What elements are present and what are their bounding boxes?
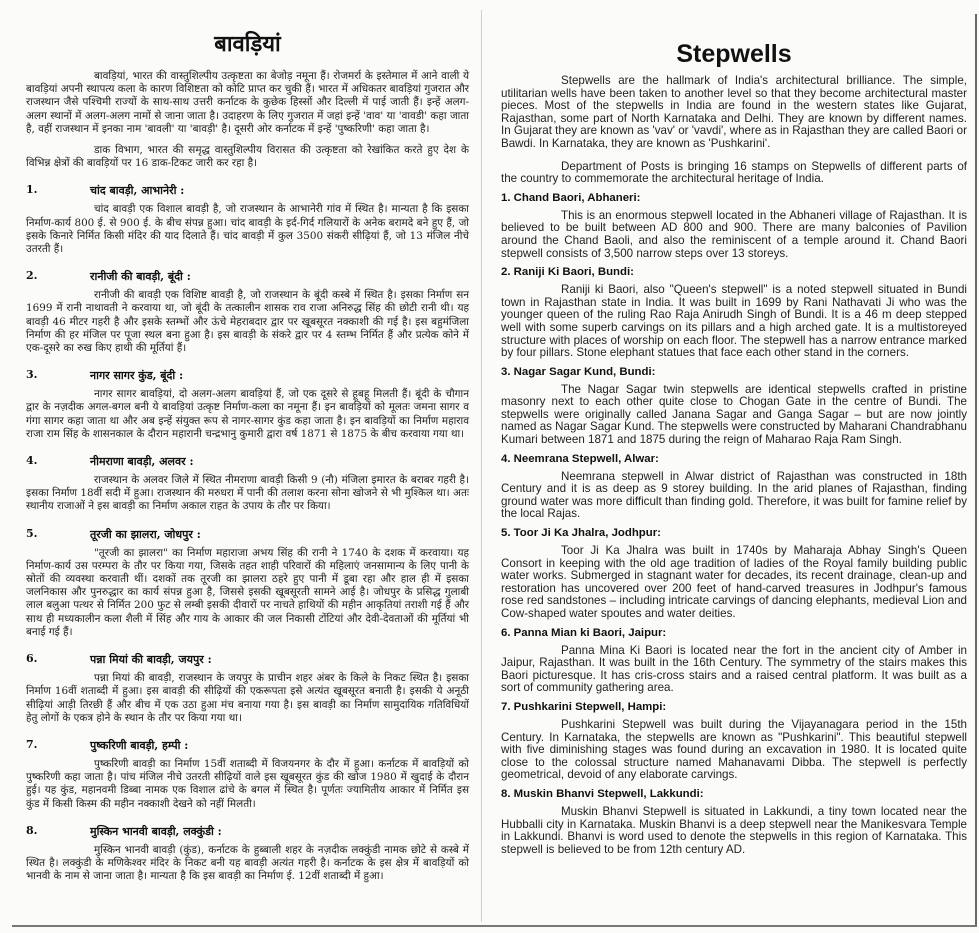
hindi-page [8, 10, 482, 922]
hindi-title: बावड़ियां [214, 31, 281, 57]
hindi-section-number: 6. [26, 652, 38, 666]
english-section-text: The Nagar Sagar twin stepwells are identical stepwells crafted in pristine masonry next to each other quite close to Chogan Gate in the centre of Bundi. The stepwells were originally called Janana Sagar and Ganga Sagar – but are now jointly named as Nagar Sagar Kund. The stepwells were constructed by Maharani Chandrabhanu Kumari between 1871 and 1875 during the reign of Maharao Raja Ram Singh. [501, 382, 967, 447]
english-intro-paragraph: Stepwells are the hallmark of India's architectural brilliance. The simple, utilitarian wells have been taken to another level so that they become architectural master pieces. Most of the stepwells in India are found in the western states like Gujarat, Rajasthan, some part of North Karnataka and Delhi. They are known by different names. In Gujarat they are known as 'vav' or 'vavdi', where as in Rajasthan they are called Baori or Bawdi. In Karnataka, they are known as 'Pushkarini'. [501, 74, 967, 150]
english-section-text: Raniji ki Baori, also "Queen's stepwell" is a noted stepwell situated in Bundi town in Rajasthan state in India. It was built in 1699 by Rani Nathavati Ji who was the younger queen of the ruling Rao Raja Anirudh Singh of Bundi. It is a 46 m deep stepped well with some superb carvings on its pillars and a high arched gate. It is a multistoreyed structure with places of worship on each floor. The stepwell has a narrow entrance marked by four pillars. Stone elephant statues that face each other stand in the corners. [501, 283, 967, 360]
english-section-heading: 7. Pushkarini Stepwell, Hampi: [501, 700, 667, 713]
english-section-text: Neemrana stepwell in Alwar district of Rajasthan was constructed in 18th Century and it is as deep as 9 storey building. In the arid planes of Rajasthan, finding ground water was more difficult than finding gold. Therefore, it was built for famine relief by the local Rajas. [501, 469, 967, 521]
hindi-section-text: मुस्किन भानवी बावड़ी (कुंड), कर्नाटक के हुब्बाली शहर के नज़दीक लक्कुंडी नामक छोटे से कस्बे में स्थित है। लक्कुंडी के मणिकेश्वर मंदिर के निकट बनी यह बावड़ी अत्यंत गहरी है। कर्नाटक के इस क्षेत्र में बावड़ियों को भानवी के नाम से जाना जाता है। मान्यता है कि इस बावड़ी का निर्माण ई. 12वीं शताब्दी में हुआ। [26, 843, 469, 883]
english-section-heading: 5. Toor Ji Ka Jhalra, Jodhpur: [501, 527, 661, 540]
hindi-section-number: 2. [26, 269, 38, 283]
hindi-section-number: 8. [26, 823, 38, 837]
english-section-heading: 4. Neemrana Stepwell, Alwar: [501, 452, 659, 465]
english-section-heading: 3. Nagar Sagar Kund, Bundi: [501, 365, 656, 378]
hindi-section-title: तूरजी का झालरा, जोधपुर : [90, 527, 201, 541]
english-section-heading: 2. Raniji Ki Baori, Bundi: [501, 266, 634, 279]
page-edge-bottom [12, 925, 977, 927]
english-section-text: Muskin Bhanvi Stepwell is situated in Lakkundi, a tiny town located near the Hubballi city in Karnataka. Muskin Bhanvi is a deep stepwell near the Manikesvara Temple in Lakkundi. Bhanvi is word used to denote the stepwells in this region of Karnataka. This stepwell is believed to be from 12th century AD. [501, 804, 967, 856]
hindi-section-text: पुष्करिणी बावड़ी का निर्माण 15वीं शताब्दी में विजयनगर के दौर में हुआ। कर्नाटक में बावड़ियों को पुष्करिणी कहा जाता है। पांच मंजिल नीचे उतरती सीढ़ियों वाले इस खूबसूरत कुंड की खोज 1980 में खुदाई के दौरान हुई। यह कुंड, महानवमी डिब्बा नामक एक विशाल ढांचे के बगल में स्थित है। पूर्णतः ज्यामितीय आकार में निर्मित इस कुंड में किसी किस्म की महीन नक्काशी देखने को नहीं मिलती। [26, 757, 469, 810]
hindi-section-text: पन्ना मियां की बावड़ी, राजस्थान के जयपुर के प्राचीन शहर अंबर के किले के निकट स्थित है। इसका निर्माण 16वीं शताब्दी में हुआ। इस बावड़ी की सीढ़ियों की एकरूपता इसे अत्यंत खूबसूरत बनाती है। इसकी ये अनूठी सीढ़ियां आड़ी तिरछी हैं और बीच में एक उठा हुआ मंच बनाया गया है। इस बावड़ी का निर्माण सामुदायिक गतिविधियों हेतु लोगों के एकत्र होने के स्थान के तौर पर किया गया था। [26, 672, 469, 724]
hindi-section-title: पन्ना मियां की बावड़ी, जयपुर : [90, 653, 212, 667]
hindi-section-heading [26, 527, 469, 542]
page-edge-right [975, 14, 977, 926]
english-section-heading: 8. Muskin Bhanvi Stepwell, Lakkundi: [501, 787, 704, 800]
hindi-section-heading [26, 183, 469, 198]
hindi-section-title: नीमराणा बावड़ी, अलवर : [90, 455, 194, 469]
hindi-section-heading [26, 368, 469, 383]
english-intro-paragraph-2: Department of Posts is bringing 16 stamps on Stepwells of different parts of the country to commemorate the architectural heritage of India. [501, 159, 967, 186]
hindi-section-title: पुष्करिणी बावड़ी, हम्पी : [90, 738, 189, 752]
english-section-text: Pushkarini Stepwell was built during the Vijayanagara period in the 15th Century. In Karnataka, the stepwells are known as "Pushkarini". This beautiful stepwell with five diminishing stages was found during an excavation in 1980. It is located quite close to the colossal structure named Mahanavami Dibba. The stepwell is perfectly geometrical, devoid of any elaborate carvings. [501, 717, 967, 782]
english-sections [501, 192, 967, 857]
hindi-section-title: मुस्किन भानवी बावड़ी, लक्कुंडी : [90, 824, 222, 838]
hindi-sections [26, 183, 469, 883]
english-section-heading: 6. Panna Mian ki Baori, Jaipur: [501, 626, 667, 639]
hindi-section-number: 1. [26, 183, 38, 197]
hindi-section-number: 3. [26, 368, 38, 382]
hindi-section-number: 5. [26, 526, 38, 540]
hindi-section-number: 4. [26, 454, 38, 468]
hindi-section-title: नागर सागर कुंड, बूंदी : [90, 369, 184, 383]
hindi-section-heading [26, 738, 469, 753]
hindi-section-text: "तूरजी का झालरा" का निर्माण महाराजा अभय सिंह की रानी ने 1740 के दशक में करवाया। यह निर्माण-कार्य उस परम्परा के तौर पर किया गया, जिसके तहत शाही परिवारों की महिलाएं जनसामान्य के लिए पानी के स्रोतों की व्यवस्था करवाती थीं। दशकों तक तूरजी का झालरा ठहरे हुए पानी में डूबा रहा और हाल ही में इसका जलनिकास और पुनरुद्धार का कार्य संपन्न हुआ है, जिससे इसकी खूबसूरती सामने आई है। जोधपुर के प्रसिद्ध गुलाबी लाल बलुआ पत्थर से निर्मित 200 फुट से लम्बी इसकी दीवारों पर नाचते हाथियों की महीन आकृतियां तराशी गई हैं और साथ ही मध्यकालीन कला शैली में सिंह और गाय के आकार की जल निकासी टोंटियां और देवी-देवताओं की मूर्तियां भी बनाई गई हैं। [26, 546, 469, 638]
hindi-section-heading [26, 454, 469, 469]
hindi-section-text: रानीजी की बावड़ी एक विशिष्ट बावड़ी है, जो राजस्थान के बूंदी कस्बे में स्थित है। इसका निर्माण सन 1699 में रानी नाथावती ने करवाया था, जो बूंदी के तत्कालीन शासक राव राजा अनिरुद्ध सिंह की छोटी रानी थी। यह बावड़ी 46 मीटर गहरी है और इसके स्तम्भों और ऊंचे मेहराबदार द्वार पर खूबसूरत नक्काशी की गई है। इस बहुमंजिला निर्माण की हर मंजिल पर पूजा स्थल बना हुआ है। इस बावड़ी के संकरे द्वार पर 4 स्तम्भ निर्मित हैं और प्रत्येक कोने में एक-दूसरे का रुख किए हाथी की मूर्तियां हैं। [26, 289, 469, 355]
hindi-intro-paragraph-2: डाक विभाग, भारत की समृद्ध वास्तुशिल्पीय विरासत की उत्कृष्टता को रेखांकित करते हुए देश के विभिन्न क्षेत्रों की बावड़ियों पर 16 डाक-टिकट जारी कर रहा है। [26, 144, 469, 170]
hindi-section-title: रानीजी की बावड़ी, बूंदी : [90, 270, 191, 284]
hindi-section-title: चांद बावड़ी, आभानेरी : [90, 184, 185, 198]
hindi-section-text: चांद बावड़ी एक विशाल बावड़ी है, जो राजस्थान के आभानेरी गांव में स्थित है। मान्यता है कि इसका निर्माण-कार्य 800 ई. से 900 ई. के बीच संपन्न हुआ। चांद बावड़ी के इर्द-गिर्द गलियारों के अनेक बरामदे बने हुए हैं, जो इसके किनारे निर्मित किसी मंदिर की याद दिलाते हैं। चांद बावड़ी में कुल 3500 संकरी सीढ़ियां हैं, जो 13 मंजिल नीचे उतरती हैं। [26, 203, 469, 256]
hindi-section-heading [26, 824, 469, 839]
english-title: Stepwells [676, 40, 792, 68]
english-page [488, 10, 973, 924]
english-section-text: Panna Mina Ki Baori is located near the fort in the ancient city of Amber in Jaipur, Rajasthan. It was built in the 16th Century. The symmetry of the stairs makes this Baori picturesque. It has cris-cross stairs and a raised central platform. It was built as a sort of community gathering area. [501, 643, 967, 695]
english-section-heading: 1. Chand Baori, Abhaneri: [501, 191, 641, 204]
hindi-section-number: 7. [26, 737, 38, 751]
hindi-intro-paragraph: बावड़ियां, भारत की वास्तुशिल्पीय उत्कृष्टता का बेजोड़ नमूना हैं। रोजमर्रा के इस्तेमाल में आने वाली ये बावड़ियां अपनी स्थापत्य कला के कारण विशिष्टता को कोटि प्राप्त कर चुकी हैं। भारत में अधिकतर बावड़ियां गुजरात और राजस्थान जैसे पश्चिमी राज्यों के साथ-साथ उत्तरी कर्नाटक के कुछेक हिस्सों और दिल्ली में पाई जाती हैं। इन्हें अलग-अलग स्थानों में अलग-अलग नामों से जाना जाता है। उदाहरण के लिए गुजरात में जहां इन्हें 'वाव' या 'वावडी' कहा जाता है, वहीं राजस्थान में इनका नाम 'बावली' या 'बावड़ी' है। दूसरी ओर कर्नाटक में इन्हें 'पुष्करिणी' कहा जाता है। [26, 70, 469, 135]
hindi-section-text: नागर सागर बावड़ियां, दो अलग-अलग बावड़ियां हैं, जो एक दूसरे से हूबहू मिलती हैं। बूंदी के चौगान द्वार के नज़दीक अगल-बगल बनी ये बावड़ियां उत्कृष्ट निर्माण-कला का नमूना हैं। इन बावड़ियों को मूलतः जमना सागर व गंगा सागर कहा जाता था और अब इन्हें संयुक्त रूप से नागर-सागर कुंड कहा जाता है। इन बावड़ियों का निर्माण महाराव राजा राम सिंह के शासनकाल के दौरान महारानी चन्द्रभानु कुमारी द्वारा वर्ष 1871 से 1875 के बीच करवाया गया था। [26, 388, 469, 440]
english-section-text: Toor Ji Ka Jhalra was built in 1740s by Maharaja Abhay Singh's Queen Consort in keeping with the old age tradition of ladies of the Royal family building public water works. Submerged in stagnant water for decades, its recent drainage, clean-up and restoration has uncovered over 200 feet of hand-carved treasures in Jodhpur's famous rose red sandstones – including intricate carvings of dancing elephants, medieval Lion and Cow-shaped water spoutes and water deities. [501, 544, 967, 620]
hindi-section-heading [26, 269, 469, 284]
english-section-text: This is an enormous stepwell located in the Abhaneri village of Rajasthan. It is believed to be built between AD 800 and 900. There are many balconies of Pavilion around the Chand Baoli, and also the reminiscent of a temple around it. Chand Baori stepwell consists of 3,500 narrow steps over 13 storeys. [501, 208, 967, 260]
hindi-section-text: राजस्थान के अलवर जिले में स्थित नीमराणा बावड़ी किसी 9 (नौ) मंजिला इमारत के बराबर गहरी है। इसका निर्माण 18वीं सदी में हुआ। राजस्थान की मरुधरा में पानी की तलाश करना सोना खोजने से भी मुश्किल था। अतः स्थानीय राजाओं ने इस बावड़ी का निर्माण अकाल राहत के उपाय के तौर पर किया। [26, 474, 469, 513]
hindi-section-heading [26, 652, 469, 667]
